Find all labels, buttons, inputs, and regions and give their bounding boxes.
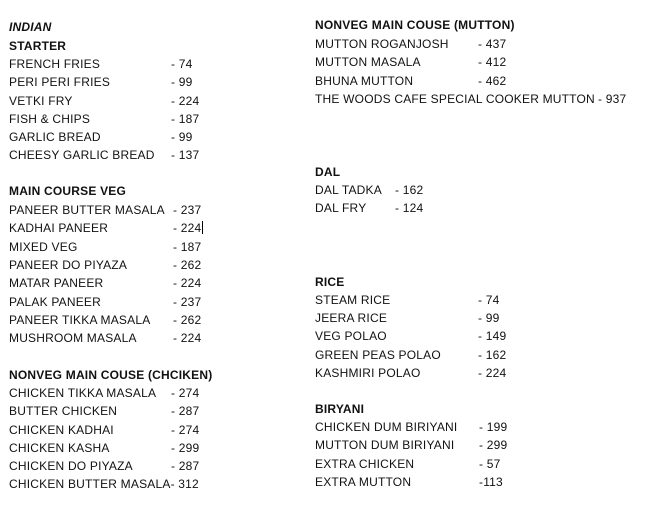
- cuisine-heading: INDIAN: [9, 20, 52, 34]
- menu-item-name: DAL TADKA: [315, 183, 382, 197]
- menu-item-name: MUTTON MASALA: [315, 55, 421, 69]
- menu-item-price: - 262: [173, 313, 202, 327]
- menu-item-price: - 412: [478, 55, 507, 69]
- menu-item-name: MUTTON DUM BIRIYANI: [315, 438, 455, 452]
- menu-item-name-text: CHICKEN BUTTER MASALA: [9, 477, 171, 491]
- section-title-dal: DAL: [315, 165, 341, 179]
- menu-item-price: - 287: [171, 404, 200, 418]
- menu-item-name: STEAM RICE: [315, 293, 391, 307]
- menu-item-price: - 74: [171, 57, 193, 71]
- menu-item-name: CHICKEN KASHA: [9, 441, 110, 455]
- menu-item-price-text: - 224: [173, 221, 202, 235]
- menu-item-name: KADHAI PANEER: [9, 221, 109, 235]
- menu-item-price: - 262: [173, 258, 202, 272]
- menu-item-price: - 299: [479, 438, 508, 452]
- menu-item-name: CHICKEN DO PIYAZA: [9, 459, 133, 473]
- menu-item-name: CHICKEN TIKKA MASALA: [9, 386, 157, 400]
- menu-item-price: -113: [479, 475, 503, 489]
- menu-item-name: THE WOODS CAFE SPECIAL COOKER MUTTON: [315, 92, 595, 106]
- menu-item-name: FRENCH FRIES: [9, 57, 101, 71]
- menu-item-price: - 149: [478, 329, 507, 343]
- section-title-biryani: BIRYANI: [315, 402, 365, 416]
- menu-item-name: VEG POLAO: [315, 329, 387, 343]
- menu-item-name: BUTTER CHICKEN: [9, 404, 118, 418]
- menu-item-price: - 312: [170, 477, 199, 491]
- menu-item-price: - 274: [171, 423, 200, 437]
- menu-item-name: GREEN PEAS POLAO: [315, 348, 441, 362]
- menu-item-name: VETKI FRY: [9, 94, 73, 108]
- menu-item-name: EXTRA CHICKEN: [315, 457, 415, 471]
- menu-item-name: DAL FRY: [315, 201, 367, 215]
- section-title-nonveg-chicken: NONVEG MAIN COUSE (CHCIKEN): [9, 368, 213, 382]
- menu-item-name: MUSHROOM MASALA: [9, 331, 137, 345]
- menu-item-name: MIXED VEG: [9, 240, 78, 254]
- menu-item-name: CHEESY GARLIC BREAD: [9, 148, 155, 162]
- menu-item-price: - 237: [173, 203, 202, 217]
- menu-item-price: - 162: [395, 183, 424, 197]
- menu-item-price: - 124: [395, 201, 424, 215]
- menu-item-price: - 237: [173, 295, 202, 309]
- menu-item-name: MATAR PANEER: [9, 276, 104, 290]
- menu-item-price: [173, 221, 203, 235]
- menu-item-name: PANEER TIKKA MASALA: [9, 313, 151, 327]
- menu-item-name: BHUNA MUTTON: [315, 74, 414, 88]
- menu-item-price: - 224: [173, 331, 202, 345]
- menu-item-name: FISH & CHIPS: [9, 112, 91, 126]
- menu-item-price: - 224: [171, 94, 200, 108]
- menu-item-price: - 462: [478, 74, 507, 88]
- menu-item-price: - 74: [478, 293, 500, 307]
- menu-item-price: - 937: [598, 92, 627, 106]
- menu-item-name: KASHMIRI POLAO: [315, 366, 421, 380]
- menu-item-price: - 287: [171, 459, 200, 473]
- section-title-main-veg: MAIN COURSE VEG: [9, 184, 127, 198]
- menu-item-price: - 187: [173, 240, 202, 254]
- menu-item-name: PERI PERI FRIES: [9, 75, 111, 89]
- menu-item-name: PANEER BUTTER MASALA: [9, 203, 165, 217]
- menu-item-price: - 224: [478, 366, 507, 380]
- menu-item-name: EXTRA MUTTON: [315, 475, 412, 489]
- menu-item-price: - 224: [173, 276, 202, 290]
- menu-item-price: - 437: [478, 37, 507, 51]
- section-title-nonveg-mutton: NONVEG MAIN COUSE (MUTTON): [315, 18, 515, 32]
- menu-item-price: - 99: [478, 311, 500, 325]
- menu-item-price: - 137: [171, 148, 200, 162]
- menu-item-price: - 274: [171, 386, 200, 400]
- menu-item-price: - 162: [478, 348, 507, 362]
- menu-item-name: PALAK PANEER: [9, 295, 101, 309]
- menu-item-name: CHICKEN DUM BIRIYANI: [315, 420, 458, 434]
- menu-item-name: MUTTON ROGANJOSH: [315, 37, 449, 51]
- menu-item-price: - 199: [479, 420, 508, 434]
- section-title-starter: STARTER: [9, 39, 67, 53]
- text-cursor: [202, 221, 203, 234]
- menu-item-price: - 57: [479, 457, 501, 471]
- menu-item-name: JEERA RICE: [315, 311, 388, 325]
- menu-item-price: - 187: [171, 112, 200, 126]
- menu-item-name: PANEER DO PIYAZA: [9, 258, 128, 272]
- menu-item-name: GARLIC BREAD: [9, 130, 101, 144]
- menu-item-price: - 299: [171, 441, 200, 455]
- menu-item-price: - 99: [171, 75, 193, 89]
- menu-item-price: - 99: [171, 130, 193, 144]
- section-title-rice: RICE: [315, 275, 345, 289]
- menu-item-name: CHICKEN KADHAI: [9, 423, 114, 437]
- menu-item-name: [9, 477, 199, 491]
